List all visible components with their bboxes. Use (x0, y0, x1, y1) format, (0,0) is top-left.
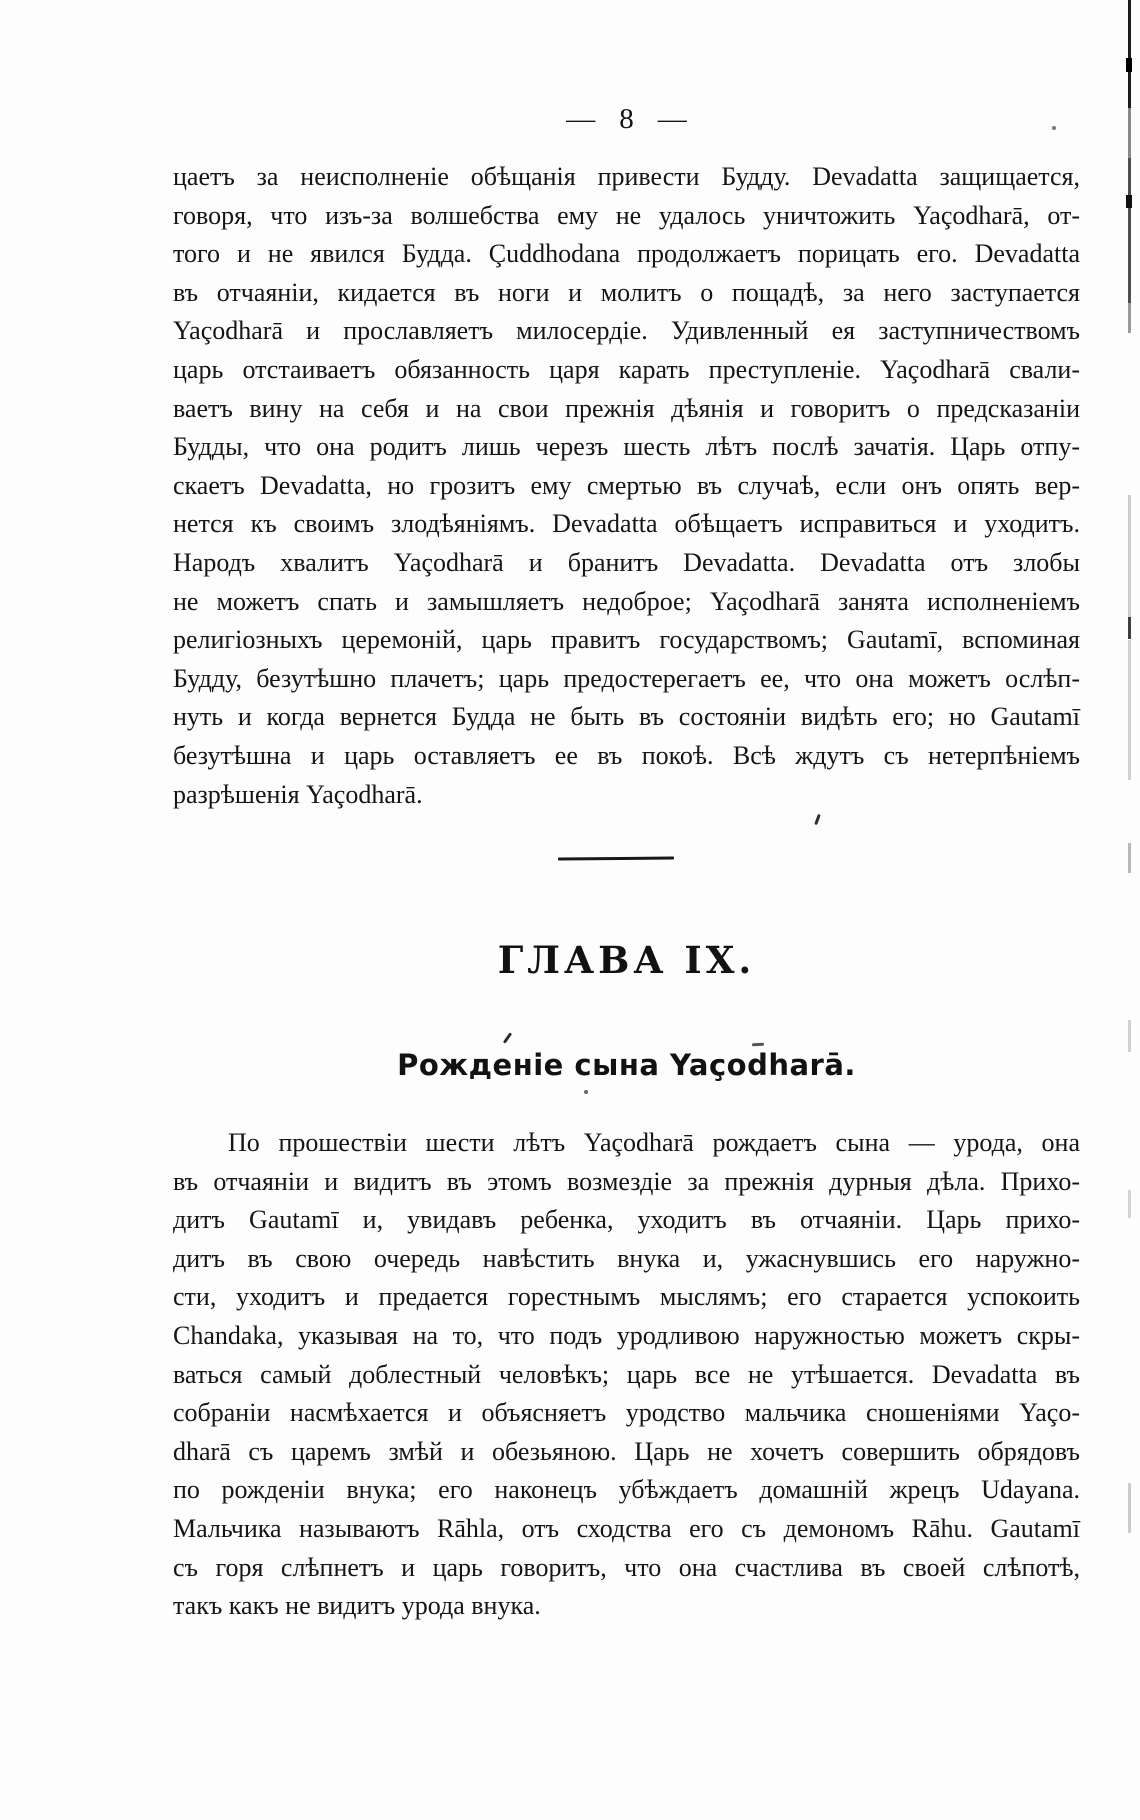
scan-edge-line (1128, 617, 1131, 639)
page-number-dash-right: — (657, 103, 687, 135)
text-line: разрѣшенія Yaçodharā. (173, 779, 423, 809)
chapter-heading: ГЛАВА IX. (497, 938, 756, 982)
ink-speck (814, 814, 821, 825)
scan-edge-line (1128, 843, 1131, 873)
text-line: По прошествіи шести лѣтъ Yaçodharā рождаетъ сына — урода, она (228, 1128, 1080, 1157)
text-line: цаетъ за неисполненіе обѣщанія привести Будду. Devadatta защищается, (173, 162, 1080, 191)
text-line: dharā съ царемъ змѣй и обезьяною. Царь не хочетъ совершить обрядовъ (173, 1436, 1080, 1466)
scan-edge-line (1128, 108, 1131, 158)
scan-edge-line (1128, 1020, 1131, 1052)
text-line: Yaçodharā и прославляетъ милосердіе. Удивленный ея заступничествомъ (173, 316, 1080, 346)
scan-edge-line (1128, 640, 1131, 780)
text-line: ваться самый доблестный человѣкъ; царь все не утѣшается. Devadatta въ (173, 1359, 1080, 1389)
text-line: Народъ хвалитъ Yaçodharā и бранитъ Devadatta. Devadatta отъ злобы (173, 547, 1080, 577)
section-divider (558, 856, 674, 860)
text-line: царь отстаиваетъ обязанность царя карать преступленіе. Yaçodharā свали- (173, 354, 1080, 384)
text-line: въ отчаяніи, кидается въ ноги и молитъ о пощадѣ, за него заступается (173, 277, 1080, 307)
chapter-subtitle: Рожденіе сына Yaçodharā. (397, 1048, 856, 1082)
page-number-value: 8 (619, 103, 634, 135)
text-line: скаетъ Devadatta, но грозитъ ему смертью въ случаѣ, если онъ опять вер- (173, 470, 1080, 500)
text-line: Chandaka, указывая на то, что подъ уродливою наружностью можетъ скры- (173, 1320, 1080, 1350)
page-number-dash-left: — (566, 103, 596, 135)
text-line: говоря, что изъ-за волшебства ему не удалось уничтожить Yaçodharā, от- (173, 200, 1080, 230)
ink-speck (1052, 126, 1056, 130)
text-line: сти, уходитъ и предается горестнымъ мыслямъ; его старается успокоить (173, 1282, 1080, 1312)
text-line: безутѣшна и царь оставляетъ ее въ покоѣ. Всѣ ждутъ съ нетерпѣніемъ (173, 740, 1080, 770)
scan-edge-line (1128, 158, 1131, 303)
scan-edge-line (1128, 495, 1131, 625)
text-line: ваетъ вину на себя и на свои прежнія дѣянія и говоритъ о предсказаніи (173, 393, 1080, 423)
text-line: Мальчика называютъ Rāhla, отъ сходства его съ демономъ Rāhu. Gautamī (173, 1513, 1080, 1543)
text-line: нуть и когда вернется Будда не быть въ состояніи видѣть его; но Gautamī (173, 702, 1080, 732)
text-line: того и не явился Будда. Çuddhodana продолжаетъ порицать его. Devadatta (173, 239, 1080, 269)
text-line: религіозныхъ церемоній, царь правитъ государствомъ; Gautamī, вспоминая (173, 625, 1080, 655)
scan-edge-line (1128, 0, 1131, 108)
ink-speck (503, 1032, 512, 1044)
scan-edge-line (1128, 1190, 1131, 1218)
scan-edge-line (1128, 303, 1131, 333)
text-line: не можетъ спать и замышляетъ недоброе; Yaçodharā занята исполненіемъ (173, 586, 1080, 616)
ink-speck (584, 1090, 588, 1094)
text-line: по рожденіи внука; его наконецъ убѣждаетъ домашній жрецъ Udayana. (173, 1475, 1080, 1505)
text-line: Будду, безутѣшно плачетъ; царь предостерегаетъ ее, что она можетъ ослѣп- (173, 663, 1080, 693)
text-line: собраніи насмѣхается и объясняетъ уродство мальчика сношеніями Yaço- (173, 1398, 1080, 1428)
text-line: дитъ Gautamī и, увидавъ ребенка, уходитъ въ отчаяніи. Царь прихо- (173, 1205, 1080, 1235)
text-line: такъ какъ не видитъ урода внука. (173, 1591, 541, 1621)
text-line: дитъ въ свою очередь навѣстить внука и, ужаснувшись его наружно- (173, 1243, 1080, 1273)
text-line: въ отчаяніи и видитъ въ этомъ возмездіе за прежнія дурныя дѣла. Прихо- (173, 1166, 1080, 1196)
ink-speck (752, 1043, 764, 1047)
intro-paragraph (173, 158, 1080, 814)
text-line: нется къ своимъ злодѣяніямъ. Devadatta обѣщаетъ исправиться и уходитъ. (173, 509, 1080, 539)
text-line: Будды, что она родитъ лишь черезъ шесть лѣтъ послѣ зачатія. Царь отпу- (173, 432, 1080, 462)
chapter-paragraph (173, 1124, 1080, 1626)
text-line: съ горя слѣпнетъ и царь говоритъ, что она счастлива въ своей слѣпотѣ, (173, 1552, 1080, 1582)
scan-edge-line (1126, 195, 1132, 208)
page-number (173, 100, 1080, 138)
scan-edge-line (1128, 1483, 1131, 1533)
scan-edge-line (1126, 58, 1132, 72)
